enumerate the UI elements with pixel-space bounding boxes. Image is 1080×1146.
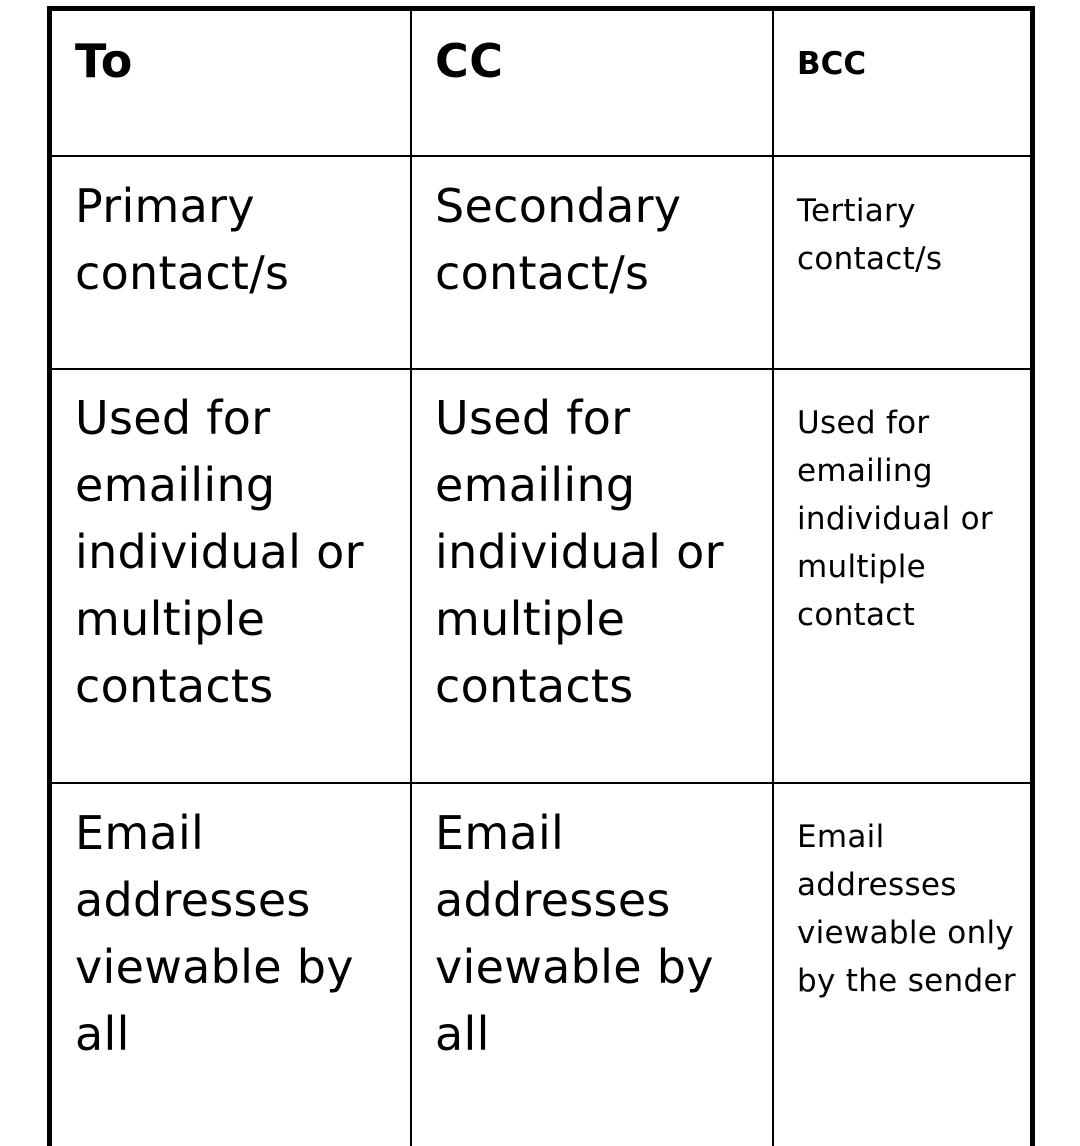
table-cell: Email addresses viewable by all [435,806,714,1061]
header-bcc: BCC [797,46,867,82]
row-divider [52,782,1030,784]
header-to: To [75,34,133,88]
table-cell: Used for emailing individual or multiple contact [797,405,993,633]
comparison-table [47,6,1035,1146]
table-cell: Email addresses viewable by all [75,806,354,1061]
table-cell: Tertiary contact/s [797,193,943,277]
row-divider [52,155,1030,157]
header-cc: CC [435,34,504,88]
column-divider [772,11,774,1146]
table-cell: Email addresses viewable only by the sender [797,819,1016,999]
table-cell: Used for emailing individual or multiple contacts [435,391,724,713]
table-cell: Used for emailing individual or multiple contacts [75,391,364,713]
column-divider [410,11,412,1146]
row-divider [52,368,1030,370]
table-cell: Secondary contact/s [435,179,682,300]
table-cell: Primary contact/s [75,179,290,300]
